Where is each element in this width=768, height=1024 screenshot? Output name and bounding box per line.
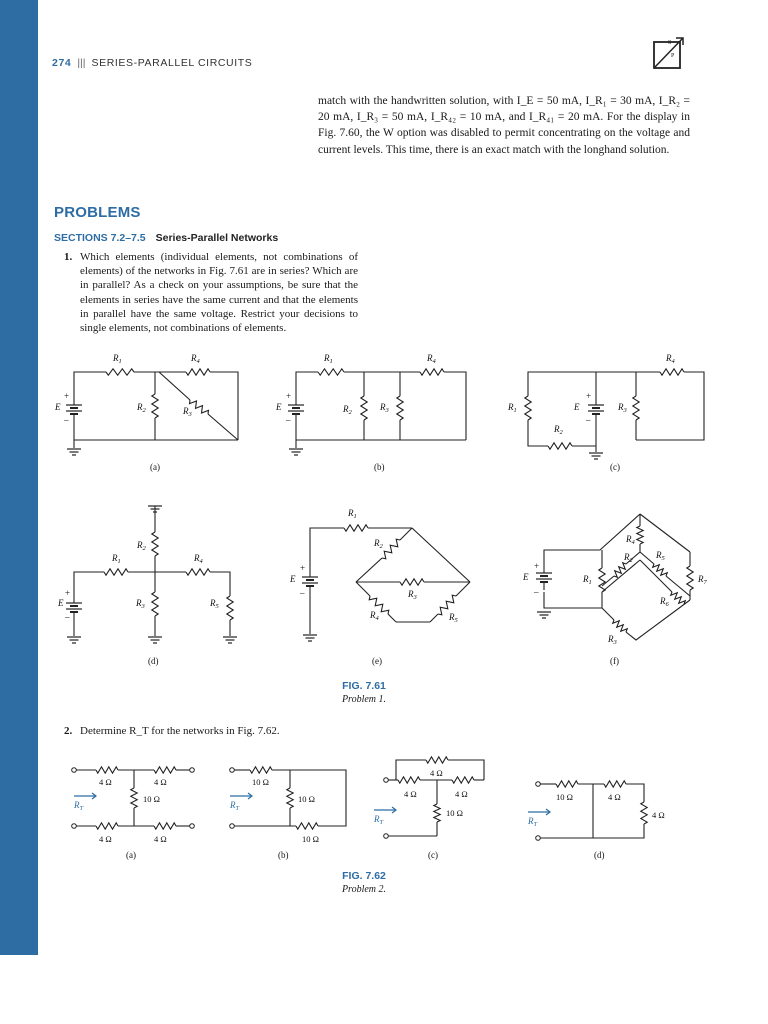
- g62c-value-4-b: 4 Ω: [404, 789, 417, 799]
- a-resistor-r4: [186, 369, 210, 375]
- e-plus: +: [300, 563, 306, 573]
- g62b-value-10-a: 10 Ω: [252, 777, 269, 787]
- g62d-value-10: 10 Ω: [556, 792, 573, 802]
- c-wire-r1-bot: [528, 420, 548, 446]
- f-wire-center-left: [602, 560, 640, 592]
- page-number: 274: [52, 57, 72, 69]
- c-label-r2: $R_2$: [554, 424, 563, 436]
- figure-7-62-caption: [304, 870, 424, 895]
- b-plus: +: [286, 391, 292, 401]
- b-label-r1: $R_1$: [324, 353, 333, 365]
- g62c-rt-arrow-label: $R_T$: [374, 814, 384, 826]
- g62a-value-4-d: 4 Ω: [154, 834, 167, 844]
- section-title: PROBLEMS: [54, 204, 141, 221]
- f-plus: +: [534, 561, 540, 571]
- f-resistor-r1: [599, 568, 605, 592]
- f-resistor-r4: [637, 526, 643, 544]
- f-minus: –: [534, 587, 539, 597]
- e-wire-r4-in: [356, 582, 370, 596]
- a-label-r1: $R_1$: [113, 353, 122, 365]
- g62c-value-4-a: 4 Ω: [430, 768, 443, 778]
- d-resistor-r2: [152, 532, 158, 556]
- e-label-r1: $R_1$: [348, 508, 357, 520]
- a-wire-r3-out: [208, 414, 238, 440]
- b-minus: –: [286, 415, 291, 425]
- a-plus: +: [64, 391, 70, 401]
- a-ground: [67, 449, 81, 455]
- g62d-term-bot: [536, 836, 541, 841]
- g62c-value-4-c: 4 Ω: [455, 789, 468, 799]
- problem-1-number: 1.: [64, 251, 73, 263]
- b-label-r3: $R_3$: [380, 402, 389, 414]
- f-label-r4: $R_4$: [626, 534, 635, 546]
- d-ground-r5: [223, 637, 237, 643]
- a-label-r4: $R_4$: [191, 353, 200, 365]
- g62c-resistor-4-right: [452, 777, 474, 783]
- g62a-term-bot-right: [190, 824, 195, 829]
- g62a-term-bot: [72, 824, 77, 829]
- g62d-resistor-4-series: [604, 781, 626, 787]
- figure-7-62-description: Problem 2.: [341, 884, 387, 895]
- g62a-resistor-4-bot-left: [96, 823, 118, 829]
- a-minus: –: [64, 415, 69, 425]
- g62b-value-10-c: 10 Ω: [302, 834, 319, 844]
- g62c-resistor-4-top: [426, 757, 448, 763]
- header-bars: |||: [77, 57, 86, 69]
- g62b-resistor-10-bot: [296, 823, 318, 829]
- figure-7-61-description: Problem 1.: [341, 694, 387, 705]
- panel-label-e: (e): [372, 656, 382, 666]
- g62-panel-label-c: (c): [428, 850, 438, 860]
- panel-label-a: (a): [150, 462, 160, 472]
- a-wire-bottom: [74, 422, 238, 440]
- d-ground-r3: [148, 637, 162, 643]
- a-wire-r3-in: [159, 372, 190, 400]
- b-label-r4: $R_4$: [427, 353, 436, 365]
- g62b-resistor-10-mid: [287, 788, 293, 808]
- logo-letter-p: P: [671, 53, 675, 59]
- d-plus: +: [65, 588, 71, 598]
- e-resistor-r3: [400, 579, 424, 585]
- f-resistor-r2: [614, 563, 626, 578]
- a-wire-left: [74, 372, 106, 398]
- c-label-r3: $R_3$: [618, 402, 627, 414]
- d-label-r3: $R_3$: [136, 598, 145, 610]
- g62a-resistor-4-top-right: [154, 767, 176, 773]
- e-label-r4: $R_4$: [370, 610, 379, 622]
- a-resistor-r2: [152, 394, 158, 418]
- d-ground-bat: [67, 637, 81, 643]
- g62d-wire-3: [626, 784, 644, 802]
- d-resistor-r4: [186, 569, 210, 575]
- d-wire-right: [210, 572, 230, 596]
- f-resistor-r6: [671, 592, 686, 604]
- g62-panel-label-b: (b): [278, 850, 289, 860]
- d-label-r4: $R_4$: [194, 553, 203, 565]
- e-wire-r2-out: [356, 558, 382, 582]
- g62a-resistor-4-bot-right: [154, 823, 176, 829]
- g62d-value-4-b: 4 Ω: [652, 810, 665, 820]
- e-resistor-r1: [344, 525, 368, 531]
- a-wire-right: [210, 372, 238, 440]
- c-ground: [589, 453, 603, 459]
- g62c-resistor-10: [434, 804, 440, 822]
- g62c-resistor-4-left: [398, 777, 420, 783]
- g62b-rt-arrow-label: $R_T$: [230, 800, 240, 812]
- b-ground: [289, 449, 303, 455]
- g62-panel-label-d: (d): [594, 850, 605, 860]
- f-wire-r6-in: [660, 580, 672, 592]
- f-label-e: E: [523, 572, 529, 582]
- f-label-r3: $R_3$: [608, 634, 617, 646]
- f-wire-r3-in: [602, 608, 614, 620]
- g62d-wire-4: [540, 824, 644, 838]
- e-wire-r4-out: [388, 614, 396, 622]
- c-resistor-r1: [525, 396, 531, 420]
- subsection-name: Series-Parallel Networks: [155, 232, 279, 244]
- a-resistor-r3: [190, 400, 209, 414]
- g62b-term-top: [230, 768, 235, 773]
- g62a-value-4-b: 4 Ω: [154, 777, 167, 787]
- subsection-number: SECTIONS 7.2–7.5: [54, 232, 146, 244]
- f-wire-right-diag: [640, 514, 690, 552]
- g62d-resistor-10: [556, 781, 578, 787]
- g62a-value-10: 10 Ω: [143, 794, 160, 804]
- e-wire-left: [310, 528, 344, 570]
- e-minus: –: [300, 588, 305, 598]
- panel-label-b: (b): [374, 462, 385, 472]
- e-wire-r5-in: [456, 582, 470, 596]
- d-label-r5: $R_5$: [210, 598, 219, 610]
- d-resistor-r3: [152, 592, 158, 616]
- e-label-r5: $R_5$: [449, 612, 458, 624]
- b-wire-left: [296, 372, 318, 398]
- g62c-value-10: 10 Ω: [446, 808, 463, 818]
- b-label-e: E: [276, 402, 282, 412]
- g62d-term-top: [536, 782, 541, 787]
- e-label-r2: $R_2$: [374, 538, 383, 550]
- a-label-r3: $R_3$: [183, 406, 192, 418]
- f-label-r1: $R_1$: [583, 574, 592, 586]
- a-label-e: E: [55, 402, 61, 412]
- f-wire-r3-out: [626, 600, 690, 640]
- c-resistor-r3: [633, 396, 639, 420]
- c-label-e: E: [574, 402, 580, 412]
- g62a-resistor-10: [131, 788, 137, 808]
- e-resistor-r2: [382, 539, 400, 559]
- f-wire-bottom: [544, 592, 602, 608]
- e-wire-r2-in: [400, 528, 412, 540]
- figure-7-61-caption: [304, 680, 424, 705]
- f-label-r6: $R_6$: [660, 596, 669, 608]
- figure-7-62-number: FIG. 7.62: [342, 870, 386, 882]
- g62-panel-label-a: (a): [126, 850, 136, 860]
- f-resistor-r7: [687, 566, 693, 590]
- e-label-r3: $R_3$: [408, 589, 417, 601]
- e-ground: [303, 635, 317, 641]
- g62a-rt-arrow-label: $R_T$: [74, 800, 84, 812]
- d-minus: –: [65, 612, 70, 622]
- intro-paragraph: match with the handwritten solution, with I_E = 50 mA, I_R₁ = 30 mA, I_R₂ = 20 mA, I_R₃ = 50 mA, I_R₄₂ = 10 mA, and I_R₄₁ = 20 mA. For the display in Fig. 7.60, the W option was disabled to permit concentrating on the voltage and current levels. This time, there is an exact match with the longhand solution.: [318, 95, 690, 156]
- b-label-r2: $R_2$: [343, 404, 352, 416]
- g62d-resistor-4-shunt: [641, 802, 647, 824]
- b-resistor-r3: [397, 396, 403, 420]
- problem-2-text: Determine R_T for the networks in Fig. 7.62.: [80, 725, 280, 737]
- panel-label-c: (c): [610, 462, 620, 472]
- d-label-e: E: [58, 598, 64, 608]
- b-resistor-r1: [318, 369, 344, 375]
- d-resistor-r1: [104, 569, 128, 575]
- g62b-term-bot: [230, 824, 235, 829]
- c-resistor-r4: [660, 369, 684, 375]
- c-label-r4: $R_4$: [666, 353, 675, 365]
- g62b-value-10-b: 10 Ω: [298, 794, 315, 804]
- a-label-r2: $R_2$: [137, 402, 146, 414]
- g62c-wire-top-right: [448, 760, 484, 780]
- g62a-value-4-c: 4 Ω: [99, 834, 112, 844]
- c-plus: +: [586, 391, 592, 401]
- chapter-title: SERIES-PARALLEL CIRCUITS: [91, 57, 253, 69]
- c-resistor-r2: [548, 443, 572, 449]
- problem-1-text: Which elements (individual elements, not combinations of elements) of the networks in Fig. 7.61 are in series? Which are in parallel? As a check on your assumptions, be sure that the elements in series have the same current and that the elements in parallel have the same voltage. Restrict your decisions to single elements, not combinations of elements.: [80, 251, 358, 335]
- g62a-term-top: [72, 768, 77, 773]
- problem-2-number: 2.: [64, 725, 73, 737]
- g62c-term-top: [384, 778, 389, 783]
- c-label-r1: $R_1$: [508, 402, 517, 414]
- b-resistor-r2: [361, 396, 367, 420]
- f-label-r5: $R_5$: [656, 550, 665, 562]
- g62b-resistor-10-top: [250, 767, 272, 773]
- e-label-e: E: [290, 574, 296, 584]
- b-wire-bottom: [296, 422, 466, 440]
- f-resistor-r3: [613, 620, 628, 632]
- c-minus: –: [586, 415, 591, 425]
- g62a-resistor-4-top-left: [96, 767, 118, 773]
- d-wire-left: [74, 572, 104, 596]
- d-label-r2: $R_2$: [137, 540, 146, 552]
- f-wire-r5-out: [666, 576, 690, 596]
- b-resistor-r4: [420, 369, 444, 375]
- logo-letter-s: S: [668, 40, 672, 46]
- problem-2: [64, 724, 380, 738]
- g62d-value-4-a: 4 Ω: [608, 792, 621, 802]
- g62a-term-top-right: [190, 768, 195, 773]
- c-wire-top: [528, 372, 660, 396]
- f-label-r2: $R_2$: [624, 552, 633, 564]
- panel-label-f: (f): [610, 656, 619, 666]
- d-resistor-r5: [227, 596, 233, 620]
- g62d-rt-arrow-label: $R_T$: [528, 816, 538, 828]
- b-wire-right: [444, 372, 466, 440]
- d-label-r1: $R_1$: [112, 553, 121, 565]
- f-label-r7: $R_7$: [698, 574, 707, 586]
- panel-label-d: (d): [148, 656, 159, 666]
- e-wire-right-diag: [412, 528, 470, 582]
- figure-7-61-number: FIG. 7.61: [342, 680, 386, 692]
- g62a-value-4-a: 4 Ω: [99, 777, 112, 787]
- e-wire-r5-out: [430, 614, 438, 622]
- c-wire-right: [636, 372, 704, 440]
- a-resistor-r1: [106, 369, 134, 375]
- f-ground: [537, 612, 551, 618]
- g62c-term-bot: [384, 834, 389, 839]
